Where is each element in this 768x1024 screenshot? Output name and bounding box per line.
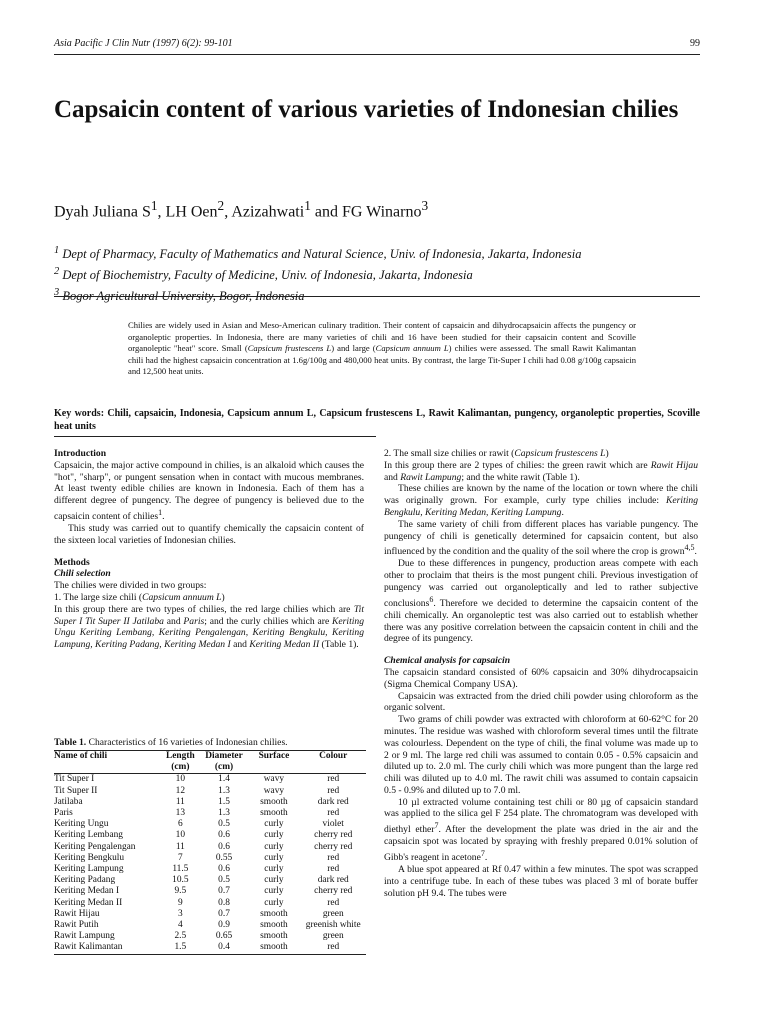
paragraph-italic: Rawit Lampung (400, 471, 462, 483)
cell-name: Tit Super I (54, 774, 95, 785)
paragraph (384, 558, 698, 645)
paragraph: Capsaicin, the major active compound in chilies, is an alkaloid which causes the "hot", "sharp", or pungent sensation when in contact with mucous membranes. At least twenty edible chilies are known in Indonesia. Each of them has a different degree of pungency. The degree of pungency is believed due to the capsaicin content of chilies$^1$. (54, 459, 364, 523)
paragraph-text: 10 µl extracted volume containing test chili or 80 µg of capsaicin standard was applied to the silica gel F 254 plate. The chromatogram was developed with diethyl ether (384, 796, 698, 836)
paragraph-text: ) (605, 448, 609, 459)
cell-surface: curly (264, 852, 284, 863)
cell-length: 10 (175, 774, 186, 785)
cell-surface: wavy (263, 785, 285, 796)
cell-length: 1.5 (160, 942, 201, 954)
cell-surface: curly (264, 897, 284, 908)
chili-table (54, 750, 366, 955)
cell-length: 4 (178, 920, 183, 931)
author-name: FG Winarno (341, 203, 422, 221)
author-name: Dyah Juliana S (54, 203, 151, 221)
cell-name: Keriting Pengalengan (54, 841, 136, 852)
cell-diameter: 0.7 (218, 908, 230, 919)
cell-surface: smooth (260, 808, 288, 819)
cell-diameter: 1.3 (218, 785, 230, 796)
section-heading: Introduction (54, 448, 107, 459)
table-header-unit-row (54, 762, 366, 774)
table-row (54, 886, 366, 897)
col-header-diameter: Diameter (201, 751, 248, 763)
col-header-surface: Surface (247, 751, 300, 763)
cell-surface: smooth (260, 796, 288, 807)
cell-diameter: 0.6 (218, 841, 230, 852)
cell-colour: red (327, 864, 340, 875)
table-row (54, 853, 366, 864)
author-list: Dyah Juliana $S^1$, LH Oen$^2$, Azizahwati$^1$ and FG Winarno$^3$ (54, 198, 429, 221)
cell-surface: smooth (260, 908, 288, 919)
cell-diameter: 0.4 (201, 942, 248, 954)
abstract-italic: Capsicum annuum L (375, 343, 449, 354)
paragraph: Capsaicin was extracted from the dried chili powder using chloroform as the organic solvent. (384, 690, 698, 714)
author-sup: 3 (421, 198, 429, 213)
cell-surface: curly (264, 875, 284, 886)
keywords-rule (54, 436, 376, 437)
paragraph-italic: Tit Super I Tit Super II Jatilaba (54, 603, 364, 627)
cell-colour: red (327, 785, 340, 796)
abstract-text: ) chilies were assessed. The small Rawit Kalimantan chili had the highest capsaicin concentration at 1.6g/100g and 480,000 heat units. By contrast, the large Tit-Super I chili had 0.08 g/100g capsaicin and 12,500 heat units. (128, 343, 636, 377)
paragraph: This study was carried out to quantify chemically the capsaicin content of the sixteen local varieties of Indonesian chilies. (54, 522, 364, 546)
affiliation-sup: 3 (54, 287, 60, 299)
table-row (54, 786, 366, 797)
table-row (54, 920, 366, 931)
cell-colour: red (327, 897, 340, 908)
paragraph-text: Due to these differences in pungency, production areas compete with each other to proclaim that theirs is the most pungent chili. Previous investigation of pungency was carried out organoleptically and led to rather subjective conclusions (384, 558, 698, 609)
cell-length: 2.5 (174, 931, 187, 942)
cell-length: 7 (178, 852, 183, 863)
section-heading: Methods (54, 556, 90, 568)
cell-colour: red (327, 808, 340, 819)
col-unit-length: (cm) (160, 762, 201, 774)
col-header-name: Name of chili (54, 751, 160, 763)
paragraph-text: (Table 1). (319, 639, 359, 651)
cell-diameter: 0.5 (218, 875, 230, 886)
paragraph (54, 604, 364, 651)
cell-length: 3 (178, 908, 183, 919)
table-row (54, 931, 366, 942)
cell-colour: red (327, 852, 340, 863)
paragraph (384, 797, 698, 864)
affiliation (54, 284, 581, 305)
paragraph (384, 448, 698, 460)
cell-colour: dark red (317, 796, 349, 807)
cell-surface: smooth (260, 920, 288, 931)
paragraph-text: In this group there are two types of chilies, the red large chilies which are (54, 603, 354, 615)
paragraph (384, 483, 698, 518)
cell-length: 11 (175, 796, 185, 807)
cell-name: Rawit Putih (54, 920, 99, 931)
paragraph: Two grams of chili powder was extracted with chloroform at 60-62°C for 20 minutes. The residue was washed with chloroform several times until the filtrate was colourless. Dependent on the type of chili, the final volume was made up to 2 or 9 ml. The large red chili was assumed to contain 0.05 - 0.5% capsaicin and diluted up to. 2.0 ml. The curly chili which was more pungent than the large red chili was diluted up to 4.0 ml. The rawit chili was assumed to contain capsaicin 0.5 - 0.9% and diluted up to 7.0 ml. (384, 714, 698, 796)
cell-length: 9.5 (174, 886, 187, 897)
cell-surface: smooth (247, 942, 300, 954)
table-row (54, 808, 366, 819)
affiliation-text: Dept of Biochemistry, Faculty of Medicine, Univ. of Indonesia, Jakarta, Indonesia (62, 268, 473, 283)
paragraph-text: and (384, 471, 401, 483)
cell-length: 10 (175, 830, 186, 841)
paragraph-text: . (694, 546, 697, 558)
cell-name: Keriting Medan II (54, 897, 123, 908)
author-sup: 1 (304, 198, 311, 213)
table-caption (54, 737, 366, 748)
author-sup: 2 (217, 198, 225, 213)
affiliation (54, 242, 581, 263)
paragraph-italic: Capsicum annuum L (142, 591, 222, 603)
cell-diameter: 0.6 (218, 864, 230, 875)
table-row (54, 875, 366, 886)
running-header (54, 38, 700, 52)
table-row (54, 842, 366, 853)
cell-length: 13 (175, 808, 186, 819)
paragraph-text: and (163, 615, 184, 627)
paragraph-text: 2. The small size chilies or rawit ( (384, 448, 515, 459)
left-column (54, 448, 364, 651)
cell-diameter: 0.65 (215, 931, 233, 942)
table-header-row (54, 751, 366, 763)
cell-name: Keriting Padang (54, 875, 116, 886)
cell-surface: wavy (263, 774, 285, 785)
cell-name: Rawit Kalimantan (54, 942, 160, 954)
cell-diameter: 1.4 (218, 774, 230, 785)
paragraph-italic: Keriting Ungu Keriting Lembang, Keriting Pengalengan, Keriting Bengkulu, Keriting Lampung, Keriting Padang, Keriting Medan I (54, 615, 364, 651)
citation-sup: 7 (434, 821, 439, 831)
cell-surface: curly (264, 841, 284, 852)
paragraph-text: ; and the white rawit (Table 1). (461, 471, 580, 483)
cell-length: 6 (178, 819, 183, 830)
cell-name: Keriting Lampung (54, 864, 124, 875)
subsection-heading: Chili selection (54, 568, 111, 580)
cell-diameter: 0.7 (218, 886, 230, 897)
citation-sup: 7 (480, 849, 485, 859)
cell-length: 11.5 (172, 864, 189, 875)
col-header-length: Length (160, 751, 201, 763)
cell-name: Paris (54, 808, 73, 819)
paragraph (54, 592, 364, 604)
paragraph-text: and (230, 639, 250, 651)
paragraph-italic: Paris (183, 615, 205, 627)
table-row (54, 898, 366, 909)
subsection-heading: Chemical analysis for capsaicin (384, 655, 511, 667)
paragraph (384, 519, 698, 559)
col-header-colour: Colour (300, 751, 366, 763)
cell-colour: cherry red (314, 886, 353, 897)
table-caption-label: Table 1. (54, 737, 87, 748)
cell-name: Keriting Ungu (54, 819, 109, 830)
citation-sup: 4,5 (684, 543, 695, 553)
paragraph-text: . (484, 852, 488, 864)
table-row (54, 830, 366, 841)
keywords: Key words: Chili, capsaicin, Indonesia, Capsicum annum L, Capsicum frustescens L, Rawit Kalimantan, pungency, organoleptic properties, Scoville heat units (54, 408, 700, 432)
cell-diameter: 0.55 (215, 852, 233, 863)
affiliation-text: Bogor Agricultural University, Bogor, Indonesia (62, 289, 305, 304)
journal-citation: Asia Pacific J Clin Nutr (1997) 6(2): 99-101 (54, 38, 233, 49)
page-number: 99 (690, 38, 700, 49)
paragraph-text: These chilies are known by the name of the location or town where the chili was originally grown. For example, curly type chilies include: (384, 483, 698, 507)
cell-name: Rawit Lampung (54, 931, 115, 942)
citation-sup: 1 (158, 507, 163, 517)
cell-name: Keriting Lembang (54, 830, 123, 841)
author-name: Azizahwati (231, 203, 305, 221)
table-body (54, 774, 366, 954)
table-row (54, 909, 366, 920)
cell-diameter: 1.3 (218, 808, 230, 819)
affiliation-text: Dept of Pharmacy, Faculty of Mathematics and Natural Science, Univ. of Indonesia, Jakarta, Indonesia (62, 247, 582, 262)
cell-surface: curly (264, 886, 284, 897)
paragraph: A blue spot appeared at Rf 0.47 within a few minutes. The spot was scrapped into a centrifuge tube. In each of these tubes was placed 3 ml of borate buffer solution pH 9.4. The tubes were (384, 864, 698, 899)
cell-diameter: 0.5 (218, 819, 230, 830)
cell-name: Jatilaba (54, 796, 83, 807)
paragraph-text: . (561, 506, 564, 518)
affiliation-rule (54, 296, 700, 297)
affiliation-sup: 2 (54, 266, 60, 278)
paragraph: The capsaicin standard consisted of 60% capsaicin and 30% dihydrocapsaicin (Sigma Chemical Company USA). (384, 666, 698, 690)
table-row (54, 774, 366, 786)
cell-length: 9 (178, 897, 183, 908)
paragraph-text: . After the development the plate was dried in the air and the capsaicin spot was located by spraying with freshly prepared 0.01% solution of Gibb's reagent in acetone (384, 824, 698, 864)
citation-sup: 6 (429, 594, 434, 604)
cell-diameter: 1.5 (218, 796, 230, 807)
col-unit-diameter: (cm) (201, 762, 248, 774)
cell-diameter: 0.8 (218, 897, 230, 908)
paragraph-text: In this group there are 2 types of chilies: the green rawit which are (384, 459, 651, 471)
cell-length: 11 (175, 841, 185, 852)
affiliation (54, 263, 581, 284)
paragraph (384, 460, 698, 484)
paragraph-italic: Keriting Medan II (249, 639, 320, 651)
cell-name: Keriting Bengkulu (54, 852, 125, 863)
cell-surface: curly (264, 864, 284, 875)
paragraph-italic: Keriting Bengkulu, Keriting Medan, Keriting Lampung (384, 495, 698, 518)
paragraph-text: ; and the curly chilies which are (204, 615, 333, 627)
table-row (54, 797, 366, 808)
author-name: LH Oen (165, 203, 218, 221)
cell-colour: greenish white (305, 920, 361, 931)
header-rule (54, 54, 700, 55)
cell-surface: curly (264, 819, 284, 830)
paragraph-text: . Therefore we decided to determine the capsaicin content of the chili chemically. An organoleptic test was also carried out to establish whether there was any positive correlation between the capsaicin content in chili and the degree of its pungency. (384, 597, 698, 645)
table-caption-text: Characteristics of 16 varieties of Indonesian chilies. (86, 737, 288, 748)
abstract-text: Chilies are widely used in Asian and Meso-American culinary tradition. Their content of capsaicin and dihydrocapsaicin affects the pungency or organoleptic properties. In Indonesia, there are many varieties of chili and 16 have been studied for their capsaicin content and Scoville organoleptic "heat" score. Small ( (128, 320, 636, 354)
paragraph-text: 1. The large size chili ( (54, 591, 143, 603)
paragraph-italic: Rawit Hijau (650, 459, 699, 471)
cell-name: Rawit Hijau (54, 908, 100, 919)
paragraph: The chilies were divided in two groups: (54, 580, 207, 592)
table-row (54, 942, 366, 954)
paragraph-text: Capsaicin, the major active compound in chilies, is an alkaloid which causes the "hot", "sharp", or pungent sensation when in contact with mucous membranes. At least twenty edible chilies are known in Indonesia. Each of them has a different degree of pungency. The degree of pungency is believed due to the capsaicin content of chilies (54, 459, 364, 523)
paper-title: Capsaicin content of various varieties of Indonesian chilies (54, 96, 679, 123)
cell-name: Keriting Medan I (54, 886, 120, 897)
cell-length: 12 (175, 785, 186, 796)
table-row (54, 864, 366, 875)
cell-colour: green (322, 908, 344, 919)
cell-diameter: 0.9 (218, 920, 230, 931)
author-sup: 1 (150, 198, 158, 213)
affiliation-sup: 1 (54, 245, 60, 256)
paragraph-italic: Capsicum frustescens L (514, 448, 606, 459)
cell-colour: cherry red (314, 841, 353, 852)
abstract-italic: Capsicum frustescens L (247, 343, 332, 354)
cell-diameter: 0.6 (218, 830, 230, 841)
cell-length: 10.5 (172, 875, 189, 886)
cell-colour: red (327, 774, 340, 785)
table-1 (54, 737, 366, 955)
cell-colour: cherry red (314, 830, 353, 841)
cell-colour: violet (322, 819, 344, 830)
cell-colour: red (300, 942, 366, 954)
cell-surface: smooth (260, 931, 288, 942)
cell-colour: dark red (317, 875, 349, 886)
cell-name: Tit Super II (54, 785, 98, 796)
right-column (384, 448, 698, 899)
abstract (128, 320, 636, 378)
abstract-text: ) and large ( (331, 343, 376, 354)
table-row (54, 819, 366, 830)
paragraph-text: ) (221, 591, 225, 603)
cell-surface: curly (264, 830, 284, 841)
paragraph-text: The same variety of chili from different places has variable pungency. The pungency of chili is genetically determined for capsaicin content, but also influenced by the condition and the quality of the soil where the crop is grown (384, 518, 698, 558)
cell-colour: green (322, 931, 344, 942)
